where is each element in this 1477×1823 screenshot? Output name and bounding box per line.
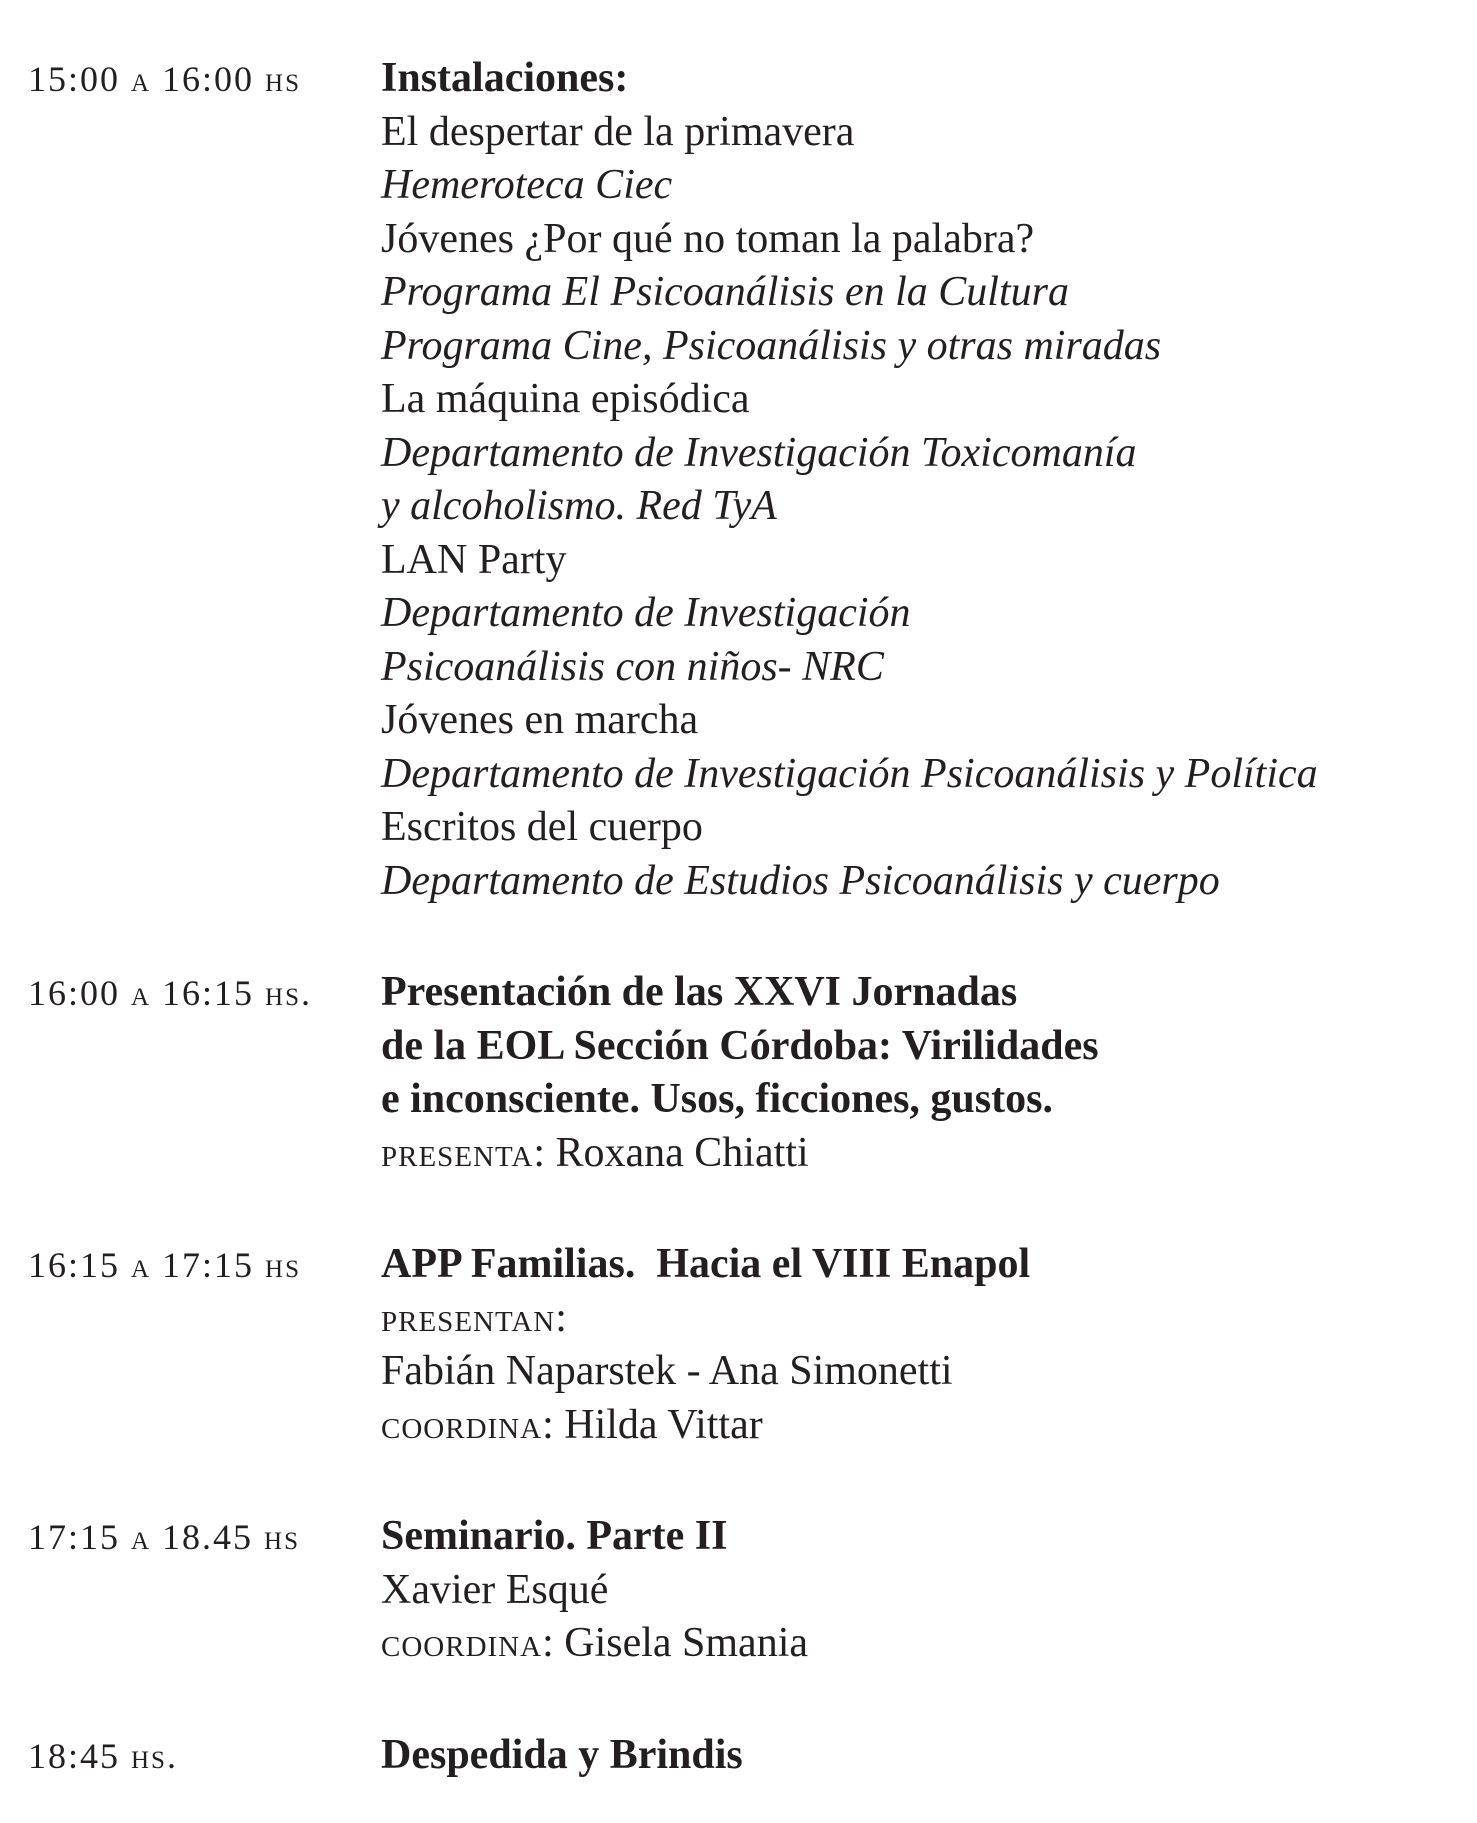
installation-name: Escritos del cuerpo	[381, 804, 703, 850]
presenters-names: Fabián Naparstek - Ana Simonetti	[381, 1348, 953, 1394]
coordinator-role: coordina	[381, 1620, 543, 1666]
entry-time: 17:15 a 18.45 hs	[28, 1517, 301, 1557]
role-separator: :	[542, 1401, 554, 1448]
presenter-name: Roxana Chiatti	[544, 1129, 809, 1176]
installation-department: Departamento de Estudios Psicoanálisis y cuerpo	[381, 857, 1220, 904]
speaker-name: Xavier Esqué	[381, 1566, 609, 1613]
entry-content	[381, 966, 1448, 1180]
installation-name: Jóvenes ¿Por qué no toman la palabra?	[381, 215, 1035, 262]
entry-content	[381, 1238, 1448, 1452]
installation-department: Departamento de Investigación Psicoanálisis y Política	[381, 750, 1318, 797]
entry-title: Instalaciones:	[381, 55, 629, 101]
schedule-entry-app-familias	[28, 1238, 1448, 1452]
installation-department: Programa Cine, Psicoanálisis y otras miradas	[381, 322, 1162, 369]
presenters-role: presentan:	[381, 1294, 568, 1341]
schedule-entry-farewell	[28, 1729, 1448, 1783]
entry-title: APP Familias. Hacia el VIII Enapol	[381, 1241, 1031, 1287]
presenter-role: presenta	[381, 1129, 534, 1176]
role-separator: :	[542, 1620, 554, 1666]
coordinator-name: Hilda Vittar	[553, 1401, 763, 1448]
program-page	[28, 52, 1448, 1783]
installation-department: Psicoanálisis con niños- NRC	[381, 643, 884, 690]
installation-department: Departamento de Investigación	[381, 590, 911, 636]
installation-name: La máquina episódica	[381, 376, 750, 422]
entry-content	[381, 52, 1448, 908]
installation-department: Hemeroteca Ciec	[381, 162, 673, 208]
installation-name: Jóvenes en marcha	[381, 697, 699, 743]
entry-content	[381, 1510, 1448, 1671]
coordinator-line	[381, 1399, 1448, 1453]
schedule-entry-presentation	[28, 966, 1448, 1180]
coordinator-name: Gisela Smania	[553, 1620, 809, 1666]
entry-time: 16:00 a 16:15 hs.	[28, 973, 313, 1013]
schedule-entry-installations	[28, 52, 1448, 908]
presenter-line	[381, 1127, 1448, 1181]
entry-time: 15:00 a 16:00 hs	[28, 59, 302, 99]
entry-title: Seminario. Parte II	[381, 1513, 728, 1559]
entry-title: Presentación de las XXVI Jornadas	[381, 969, 1018, 1015]
schedule-entry-seminar	[28, 1510, 1448, 1671]
entry-title: Despedida y Brindis	[381, 1731, 743, 1778]
installation-department: Programa El Psicoanálisis en la Cultura	[381, 269, 1069, 315]
entry-time: 18:45 hs.	[28, 1735, 178, 1776]
installation-name: El despertar de la primavera	[381, 108, 855, 155]
entry-time: 16:15 a 17:15 hs	[28, 1245, 302, 1285]
role-separator: :	[533, 1129, 545, 1176]
coordinator-line	[381, 1617, 1448, 1671]
entry-content	[381, 1729, 1448, 1783]
coordinator-role: coordina	[381, 1401, 543, 1448]
entry-title: de la EOL Sección Córdoba: Virilidades	[381, 1022, 1099, 1069]
entry-title: e inconsciente. Usos, ficciones, gustos.	[381, 1076, 1053, 1122]
installation-department: y alcoholismo. Red TyA	[381, 483, 777, 529]
installation-name: LAN Party	[381, 536, 567, 583]
installation-department: Departamento de Investigación Toxicomanía	[381, 429, 1137, 476]
